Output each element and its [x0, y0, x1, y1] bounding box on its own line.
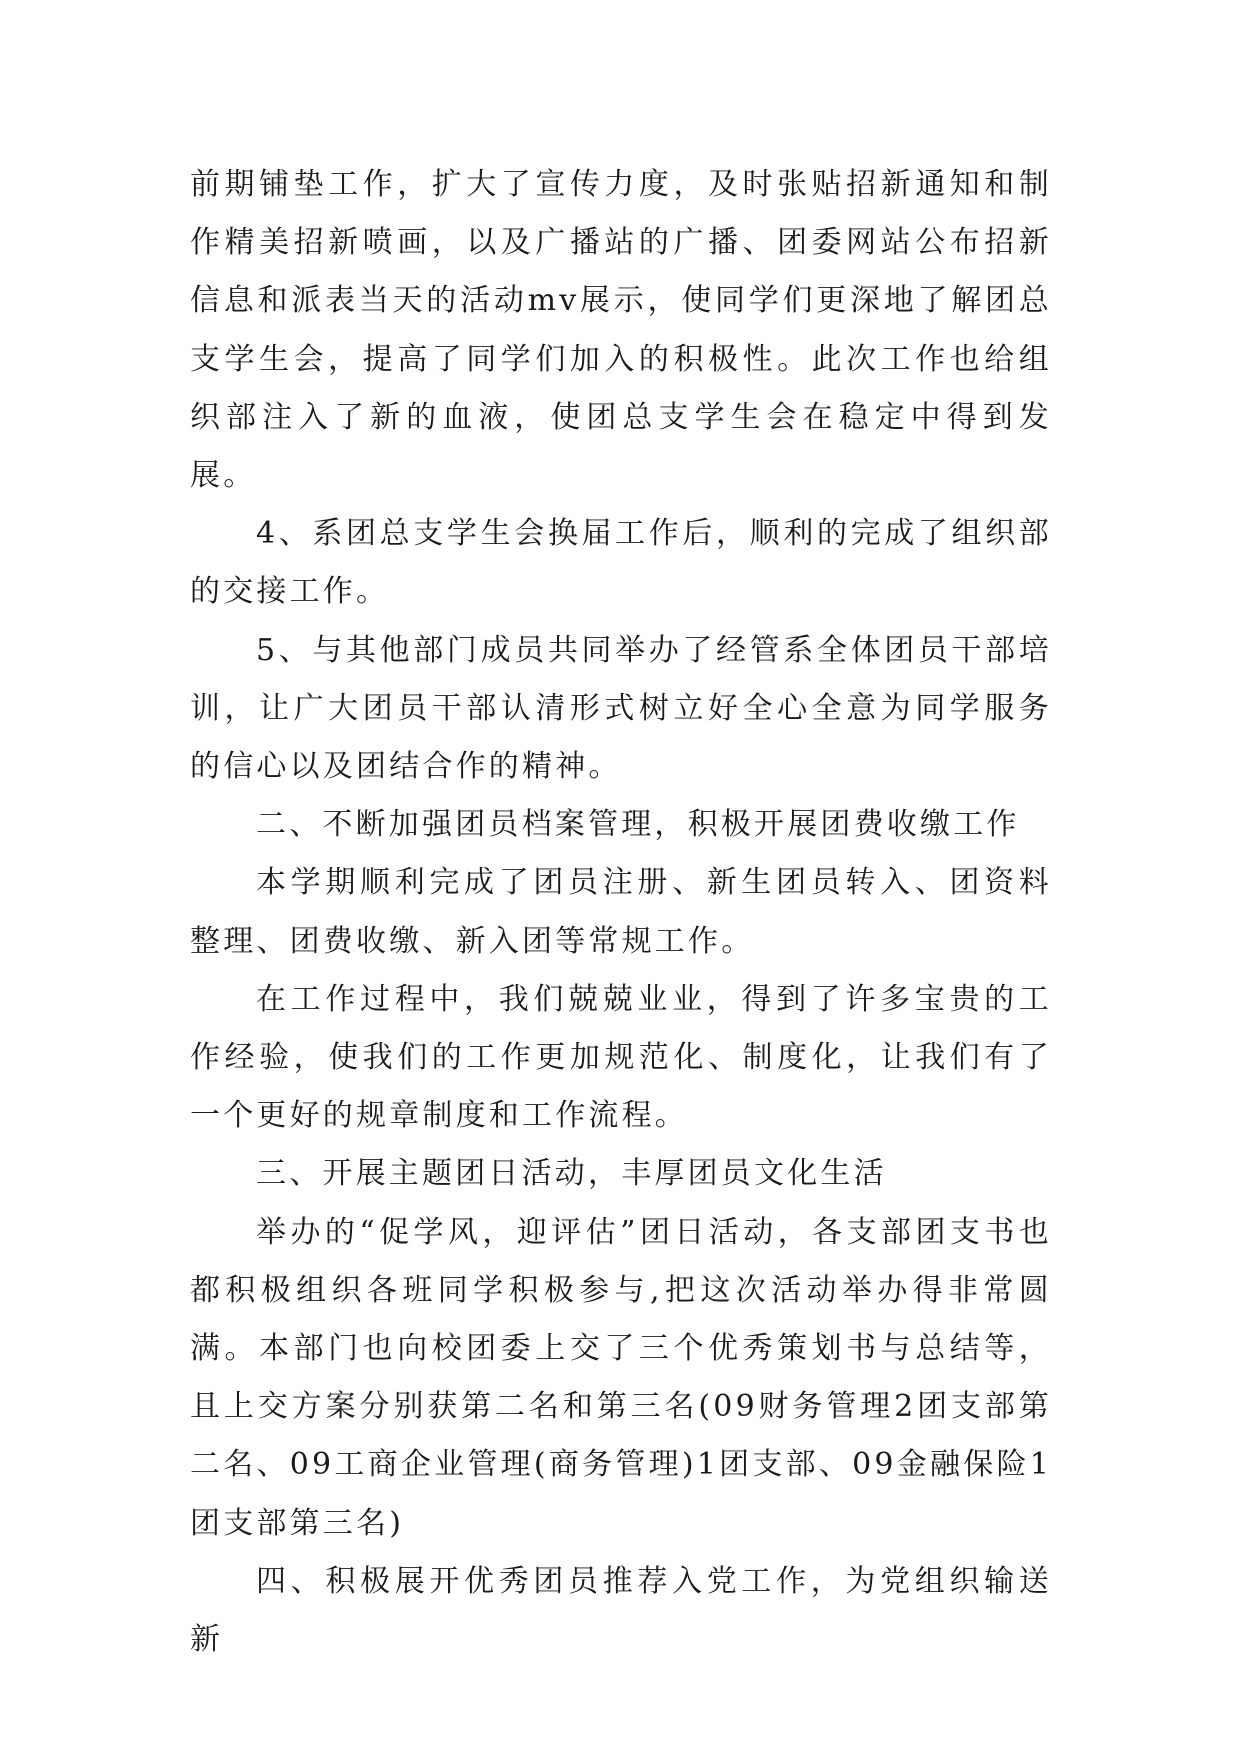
paragraph-registration: 本学期顺利完成了团员注册、新生团员转入、团资料整理、团费收缴、新入团等常规工作。	[190, 865, 1052, 959]
paragraph-item-5: 5、与其他部门成员共同举办了经管系全体团员干部培训，让广大团员干部认清形式树立好全心全意为同学服务的信心以及团结合作的精神。	[190, 632, 1052, 785]
section-heading-4: 四、积极展开优秀团员推荐入党工作，为党组织输送新	[190, 1563, 1052, 1658]
section-heading-3: 三、开展主题团日活动，丰厚团员文化生活	[256, 1156, 887, 1192]
document-body	[190, 156, 1052, 1669]
paragraph-intro: 前期铺垫工作，扩大了宣传力度，及时张贴招新通知和制作精美招新喷画，以及广播站的广播、团委网站公布招新信息和派表当天的活动mv展示，使同学们更深地了解团总支学生会，提高了同学们加入的积极性。此次工作也给组织部注入了新的血液，使团总支学生会在稳定中得到发展。	[190, 167, 1052, 494]
section-heading-2: 二、不断加强团员档案管理，积极开展团费收缴工作	[256, 807, 1020, 843]
paragraph-experience: 在工作过程中，我们兢兢业业，得到了许多宝贵的工作经验，使我们的工作更加规范化、制度化，让我们有了一个更好的规章制度和工作流程。	[190, 981, 1052, 1134]
paragraph-activity: 举办的“促学风，迎评估”团日活动，各支部团支书也都积极组织各班同学积极参与,把这次活动举办得非常圆满。本部门也向校团委上交了三个优秀策划书与总结等，且上交方案分别获第二名和第三名(09财务管理2团支部第二名、09工商企业管理(商务管理)1团支部、09金融保险1团支部第三名)	[190, 1214, 1052, 1541]
paragraph-item-4: 4、系团总支学生会换届工作后，顺利的完成了组织部的交接工作。	[190, 516, 1052, 610]
